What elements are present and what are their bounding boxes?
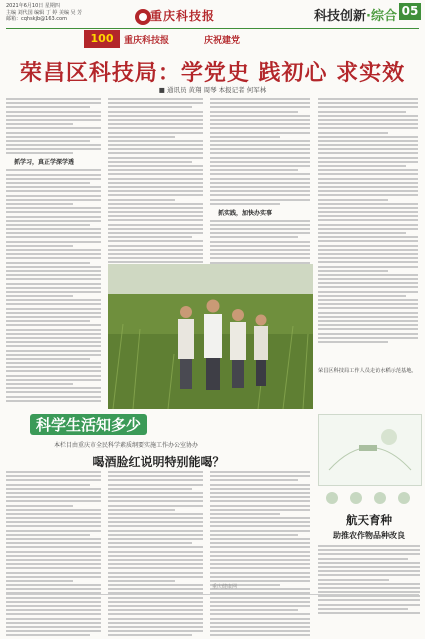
section-title: 科技创新·综合: [314, 9, 397, 24]
article-column-4: [318, 98, 418, 345]
article-headline: 荣昌区科技局：学党史 践初心 求实效: [19, 61, 406, 86]
rice-field-photo: [108, 264, 313, 409]
header-divider: [6, 28, 419, 29]
science-column-2: [108, 471, 203, 639]
section-name: 科技创新: [314, 9, 367, 24]
space-breeding-title: 航天育种: [346, 513, 392, 527]
footer-divider: [6, 594, 419, 595]
science-column-subtitle: 本栏目由重庆市全民科学素质纲要实施工作办公室协办: [54, 442, 199, 449]
space-breeding-subtitle: 助推农作物品种改良: [333, 531, 405, 540]
banner-text-1: 重庆科技报: [124, 36, 170, 46]
article-column-1: [6, 98, 101, 404]
email-line: 邮箱：cqhskjb@163.com: [6, 16, 67, 22]
date-edition-strip: [6, 3, 126, 23]
centenary-banner: [84, 30, 294, 48]
date-line: 2021年6月10日 星期四: [6, 3, 60, 9]
masthead-title: 重庆科技报: [150, 9, 216, 23]
centenary-badge: 100: [84, 30, 120, 48]
article-subhead-1: 抓学习，真正学深学透: [14, 159, 75, 167]
space-breeding-body: [318, 545, 420, 616]
science-column-1: [6, 471, 101, 639]
article-subhead-2: 抓实践，加快办实事: [218, 209, 273, 217]
article-byline: ■ 通讯员 黄翔 周琴 本报记者 何军林: [158, 86, 267, 94]
space-breeding-illustration: [318, 414, 422, 486]
section-accent: 综合: [370, 9, 397, 24]
footer-logo: 重庆健康网: [212, 584, 238, 590]
article-column-3: [210, 98, 310, 266]
science-column-3: [210, 471, 310, 639]
science-column-title: 科学生活知多少: [30, 414, 147, 435]
banner-text-2: 庆祝建党: [204, 36, 241, 46]
editor-line: 主编 刘代国 编辑 丁 婷 美编 吴 芳: [6, 9, 83, 16]
article-column-2: [108, 98, 203, 266]
science-headline: 喝酒脸红说明特别能喝？: [92, 455, 225, 469]
photo-caption: 荣昌区科技局工作人员走访水稻示范基地。: [318, 368, 417, 374]
page-number: 05: [399, 3, 421, 20]
ad-icon-row: [320, 490, 418, 506]
